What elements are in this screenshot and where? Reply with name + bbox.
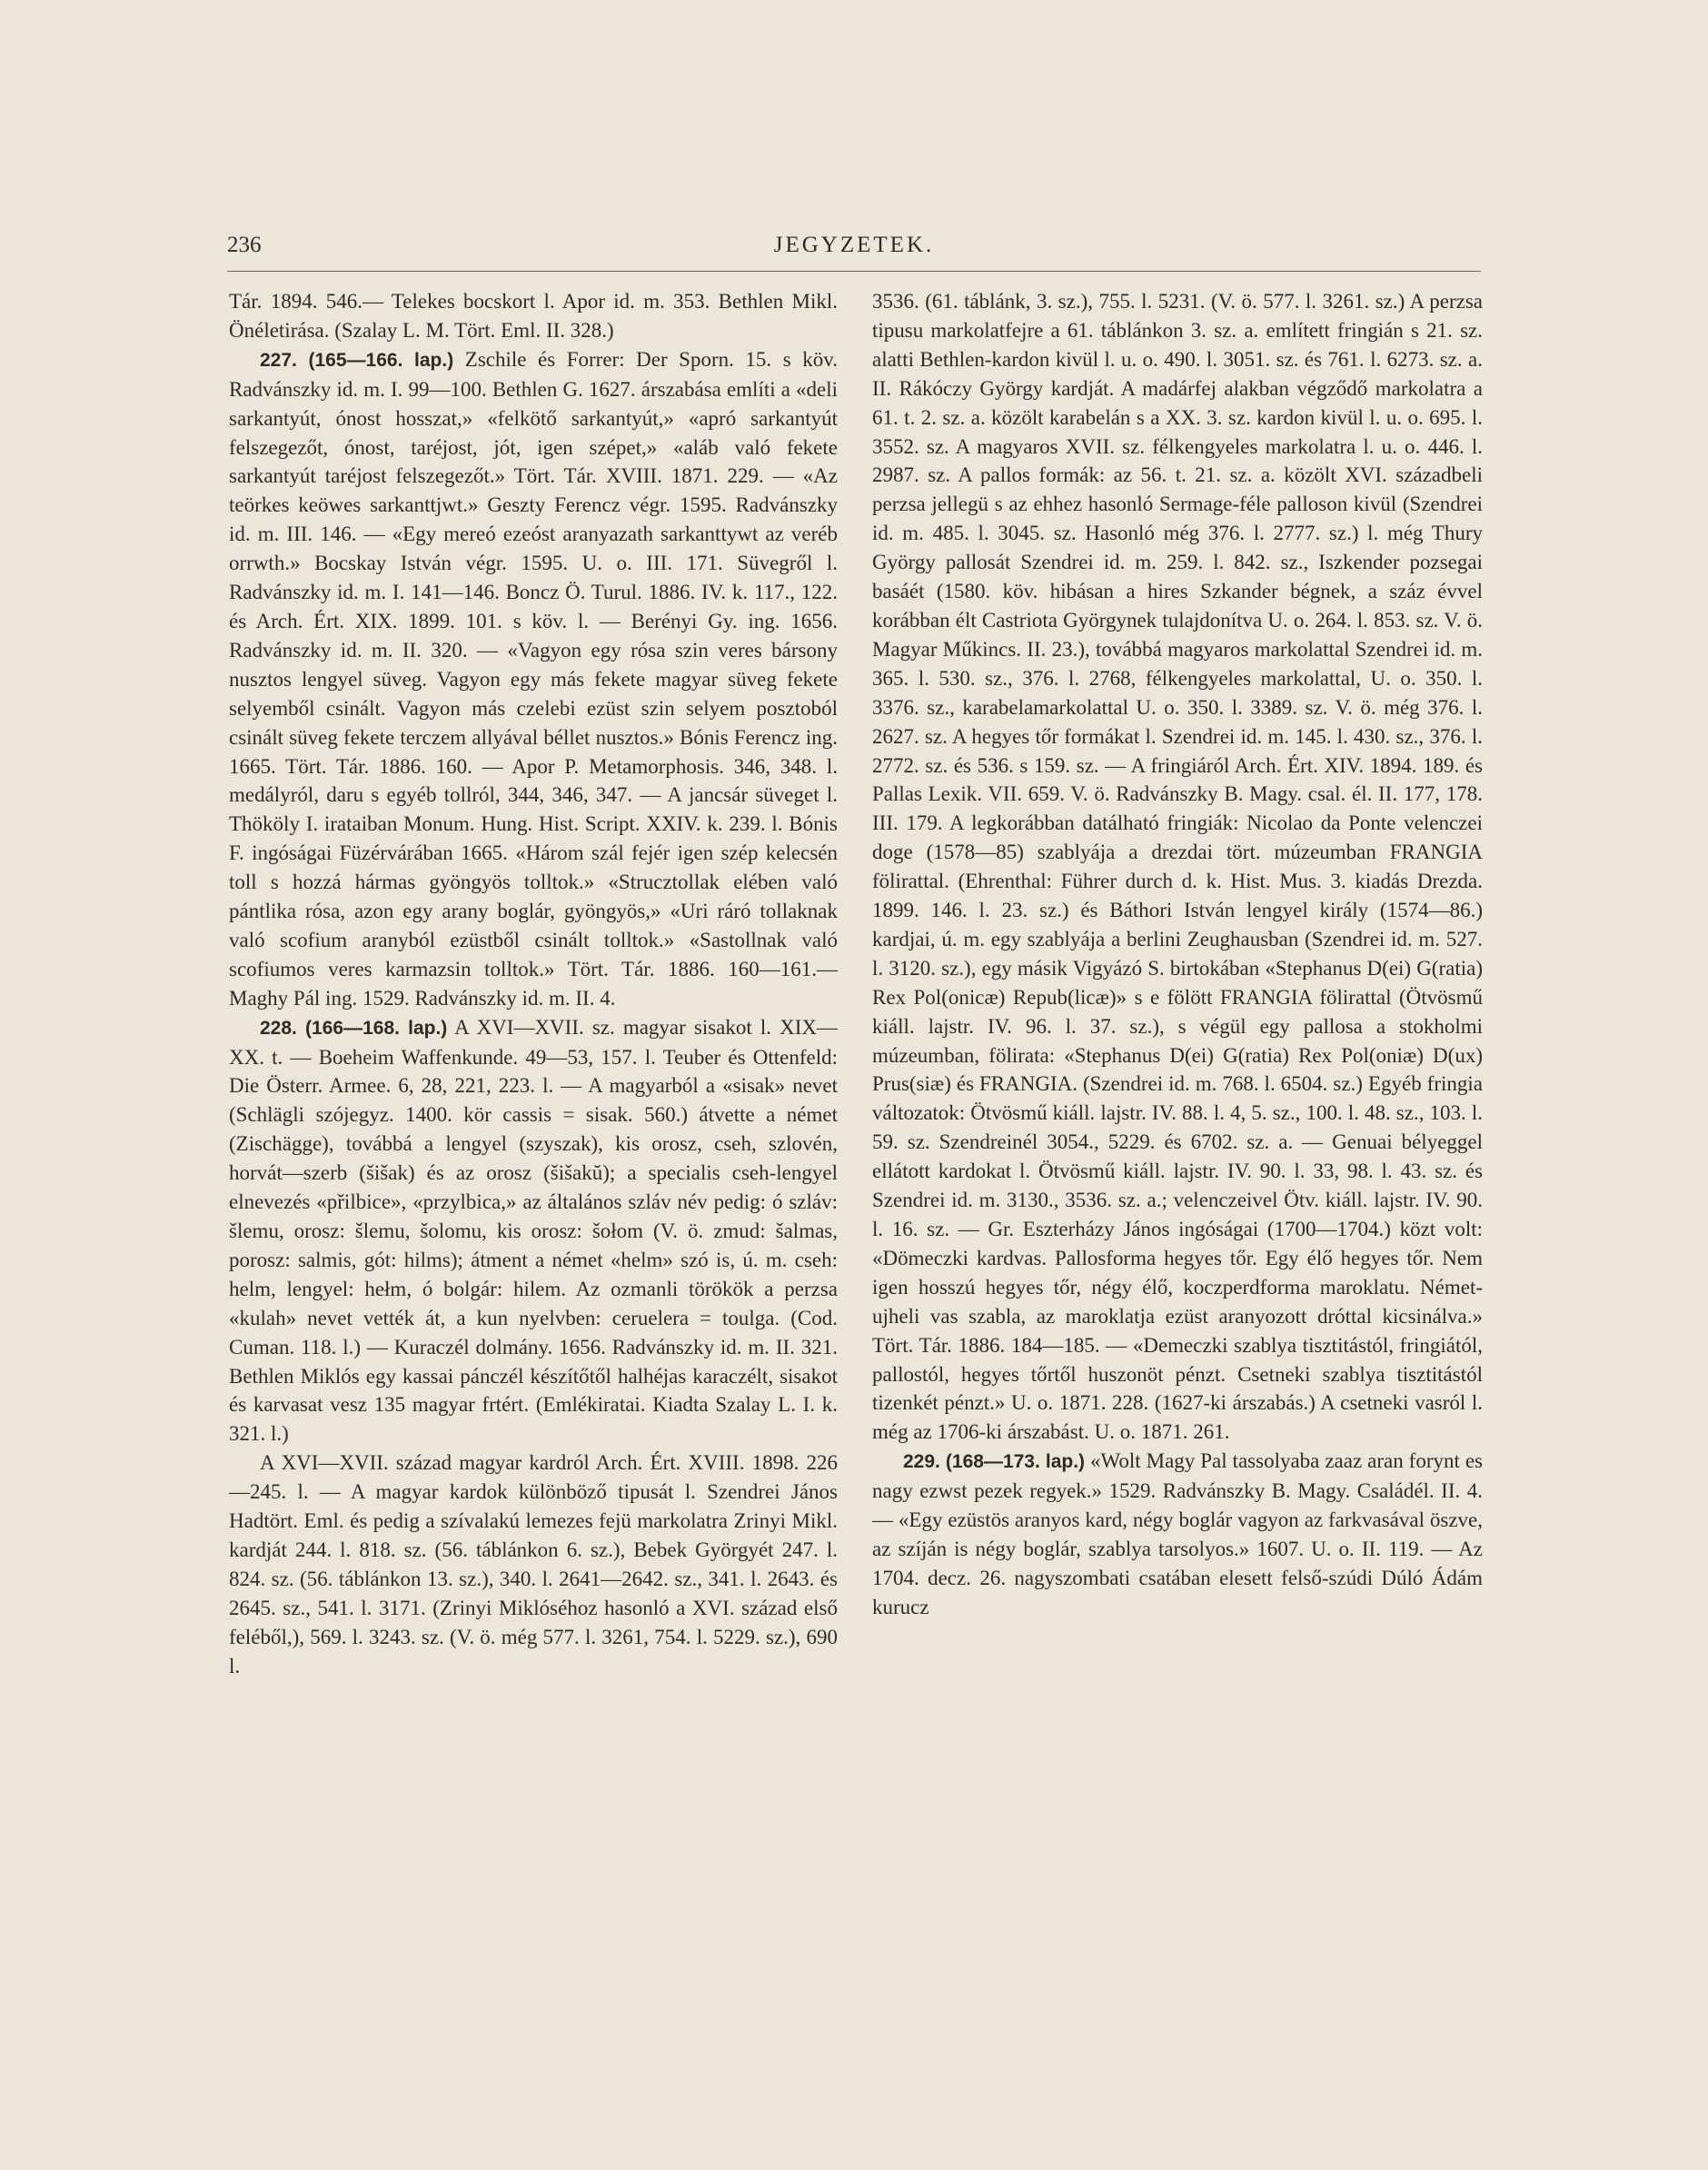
running-head xyxy=(227,233,1481,265)
note-paragraph xyxy=(229,1448,838,1680)
note-paragraph xyxy=(229,1013,838,1449)
continued-paragraph xyxy=(229,287,838,345)
page-title: JEGYZETEK. xyxy=(773,233,935,257)
note-number: 227. (165—166. lap.) xyxy=(260,349,454,371)
paragraph-text: «Wolt Magy Pal tassolyaba zaaz aran forynt es nagy ezwst pezek regyek.» 1529. Radvánszky B. Magy. Családél. II. 4. — «Egy ezüstös aranyos kard, négy boglár vagyon az farkvasával öszve, az szíján is négy boglár, szablya tarsolyos.» 1607. U. o. II. 119. — Az 1704. decz. 26. nagyszombati csatában elesett felső-szúdi Dúló Ádám kurucz xyxy=(872,1449,1484,1618)
paragraph-text: A XVI—XVII. század magyar kardról Arch. Ért. XVIII. 1898. 226—245. l. — A magyar kardok különböző tipusát l. Szendrei János Hadtört. Eml. és pedig a szívalakú lemezes fejü markolatra Zrinyi Mikl. kardját 244. l. 818. sz. (56. táblánkon 6. sz.), Bebek Györgyét 247. l. 824. sz. (56. táblánkon 13. sz.), 340. l. 2641—2642. sz., 341. l. 2643. és 2645. sz., 541. l. 3171. (Zrinyi Miklóséhoz hasonló a XVI. század első feléből,), 569. l. 3243. sz. (V. ö. még 577. l. 3261, 754. l. 5229. sz.), 690 l. xyxy=(229,1451,838,1677)
paragraph-text: A XVI—XVII. sz. magyar sisakot l. XIX—XX. t. — Boeheim Waffenkunde. 49—53, 157. l. Teuber és Ottenfeld: Die Österr. Armee. 6, 28, 221, 223. l. — A magyarból a «sisak» nevet (Schlägli szójegyz. 1400. kör cassis = sisak. 560.) átvette a német (Zischägge), továbbá a lengyel (szyszak), kis orosz, cseh, szlovén, horvát—szerb (šišak) és az orosz (šišakŭ); a specialis cseh-lengyel elnevezés «přilbice», «przylbica,» az általános szláv név pedig: ó szláv: šlemu, orosz: šlemu, šolomu, kis orosz: šołom (V. ö. zmud: šalmas, porosz: salmis, gót: hilms); átment a német «helm» szó is, ú. m. cseh: helm, lengyel: hełm, ó bolgár: hilem. Az ozmanli törökök a perzsa «kulah» nevet vették át, a kun nyelvben: ceruelera = toulga. (Cod. Cuman. 118. l.) — Kuraczél dolmány. 1656. Radvánszky id. m. II. 321. Bethlen Miklós egy kassai pánczél készítőtől halhéjas karaczélt, sisakot és karvasat vesz 135 magyar frtért. (Emlékiratai. Kiadta Szalay L. I. k. 321. l.) xyxy=(229,1015,838,1446)
page-number: 236 xyxy=(227,233,262,257)
note-number: 229. (168—173. lap.) xyxy=(903,1451,1086,1473)
header-rule xyxy=(227,271,1481,272)
paragraph-text: 3536. (61. táblánk, 3. sz.), 755. l. 5231. (V. ö. 577. l. 3261. sz.) A perzsa tipusu markolatfejre a 61. táblánkon 3. sz. a. említett fringián s 21. sz. alatti Bethlen-kardon kivül l. u. o. 490. l. 3051. sz. és 761. l. 6273. sz. a. II. Rákóczy György kardját. A madárfej alakban végződő markolatra a 61. t. 2. sz. a. közölt karabelán s a XX. 3. sz. kardon kivül l. u. o. 695. l. 3552. sz. A magyaros XVII. sz. félkengyeles markolatra l. u. o. 446. l. 2987. sz. A pallos formák: az 56. t. 21. sz. a. közölt XVI. századbeli perzsa jellegü s az ehhez hasonló Sermage-féle palloson kivül (Szendrei id. m. 485. l. 3045. sz. Hasonló még 376. l. 2777. sz.) l. még Thury György pallosát Szendrei id. m. 259. l. 842. sz., Iszkender pozsegai basáét (1580. köv. hibásan a hires Szkander bégnek, a száz évvel korábban élt Castriota Györgynek tulajdonítva U. o. 264. l. 853. sz. V. ö. Magyar Műkincs. II. 23.), továbbá magyaros markolattal Szendrei id. m. 365. l. 530. sz., 376. l. 2768, félkengyeles markolattal, U. o. 350. l. 3376. sz., karabelamarkolattal U. o. 350. l. 3389. sz. V. ö. még 376. l. 2627. sz. A hegyes tőr formákat l. Szendrei id. m. 145. l. 430. sz., 376. l. 2772. sz. és 536. s 159. sz. — A fringiáról Arch. Ért. XIV. 1894. 189. és Pallas Lexik. VII. 659. V. ö. Radvánszky B. Magy. csal. él. II. 177, 178. III. 179. A legkorábban datálható fringiák: Nicolao da Ponte velenczei doge (1578—85) szablyája a drezdai tört. múzeumban FRANGIA fölirattal. (Ehrenthal: Führer durch d. k. Hist. Mus. 3. kiadás Drezda. 1899. 146. l. 23. sz.) és Báthori István lengyel király (1574—86.) kardjai, ú. m. egy szablyája a berlini Zeughausban (Szendrei id. m. 527. l. 3120. sz.), egy másik Vigyázó S. birtokában «Stephanus D(ei) G(ratia) Rex Pol(onicæ) Repub(licæ)» s e fölött FRANGIA fölirattal (Ötvösmű kiáll. lajstr. IV. 96. l. 37. sz.), s végül egy pallosa a stokholmi múzeumban, fölirata: «Stephanus D(ei) G(ratia) Rex Pol(oniæ) D(ux) Prus(siæ) és FRANGIA. (Szendrei id. m. 768. l. 6504. sz.) Egyéb fringia változatok: Ötvösmű kiáll. lajstr. IV. 88. l. 4, 5. sz., 100. l. 48. sz., 103. l. 59. sz. Szendreinél 3054., 5229. és 6702. sz. a. — Genuai bélyeggel ellátott kardokat l. Ötvösmű kiáll. lajstr. IV. 90. l. 33, 98. l. 43. sz. és Szendrei id. m. 3130., 3536. sz. a.; velenczeivel Ötv. kiáll. lajstr. IV. 90. l. 16. sz. — Gr. Eszterházy János ingóságai (1700—1704.) közt volt: «Dömeczki kardvas. Pallosforma hegyes tőr. Egy élő hegyes tőr. Nem igen hosszú hegyes tőr, négy élő, koczperdforma maroklatu. Német-ujheli vas szabla, az maroklatja ezüst aranyozott dróttal kicsinálva.» Tört. Tár. 1886. 184—185. — «Demeczki szablya tisztitástól, fringiától, pallostól, hegyes tőrtől huszonöt pénzt. Csetneki szablya tisztitástól tizenkét pénzt.» U. o. 1871. 228. (1627-ki árszabás.) A csetneki vasról l. még az 1706-ki árszabást. U. o. 1871. 261. xyxy=(872,290,1483,1444)
note-paragraph xyxy=(229,345,838,1013)
left-column xyxy=(229,287,838,1681)
right-column xyxy=(872,287,1483,1622)
paragraph-text: Tár. 1894. 546.— Telekes bocskort l. Apor id. m. 353. Bethlen Mikl. Önéletirása. (Szalay L. M. Tört. Eml. II. 328.) xyxy=(229,290,838,342)
note-number: 228. (166—168. lap.) xyxy=(260,1017,448,1039)
continued-paragraph xyxy=(872,287,1483,1447)
note-paragraph xyxy=(872,1447,1483,1621)
paragraph-text: Zschile és Forrer: Der Sporn. 15. s köv. Radvánszky id. m. I. 99—100. Bethlen G. 1627. árszabása említi a «deli sarkantyút, ónost hosszat,» «felkötő sarkantyút,» «apró sarkantyút felszegezőt, ónost, taréjost, jót, igen szépet,» «aláb való fekete sarkantyút taréjost felszegezőt.» Tört. Tár. XVIII. 1871. 229. — «Az teörkes keöwes sarkanttjwt.» Geszty Ferencz végr. 1595. Radvánszky id. m. III. 146. — «Egy mereó ezeóst aranyazath sarkanttywt az veréb orrwth.» Bocskay István végr. 1595. U. o. III. 171. Süvegről l. Radvánszky id. m. I. 141—146. Boncz Ö. Turul. 1886. IV. k. 117., 122. és Arch. Ért. XIX. 1899. 101. s köv. l. — Berényi Gy. ing. 1656. Radvánszky id. m. II. 320. — «Vagyon egy rósa szin veres bársony nusztos lengyel süveg. Vagyon egy más fekete magyar süveg fekete selyemből csinált. Vagyon más czelebi ezüst szin selyem posztoból csinált süveg fekete terczem allyával béllet nusztos.» Bónis Ferencz ing. 1665. Tört. Tár. 1886. 160. — Apor P. Metamorphosis. 346, 348. l. medályról, daru s egyéb tollról, 344, 346, 347. — A jancsár süveget l. Thököly I. irataiban Monum. Hung. Hist. Script. XXIV. k. 239. l. Bónis F. ingóságai Füzérvárában 1665. «Három szál fejér igen szép kelecsén toll s hozzá hármas gyöngyös tolltok.» «Strucztollak elében való pántlika rósa, azon egy arany boglár, gyöngyös,» «Uri ráró tollaknak való scofium aranyból ezüstből csinált tolltok.» «Sastollnak való scofiumos veres karmazsin tolltok.» Tört. Tár. 1886. 160—161.— Maghy Pál ing. 1529. Radvánszky id. m. II. 4. xyxy=(229,347,838,1010)
